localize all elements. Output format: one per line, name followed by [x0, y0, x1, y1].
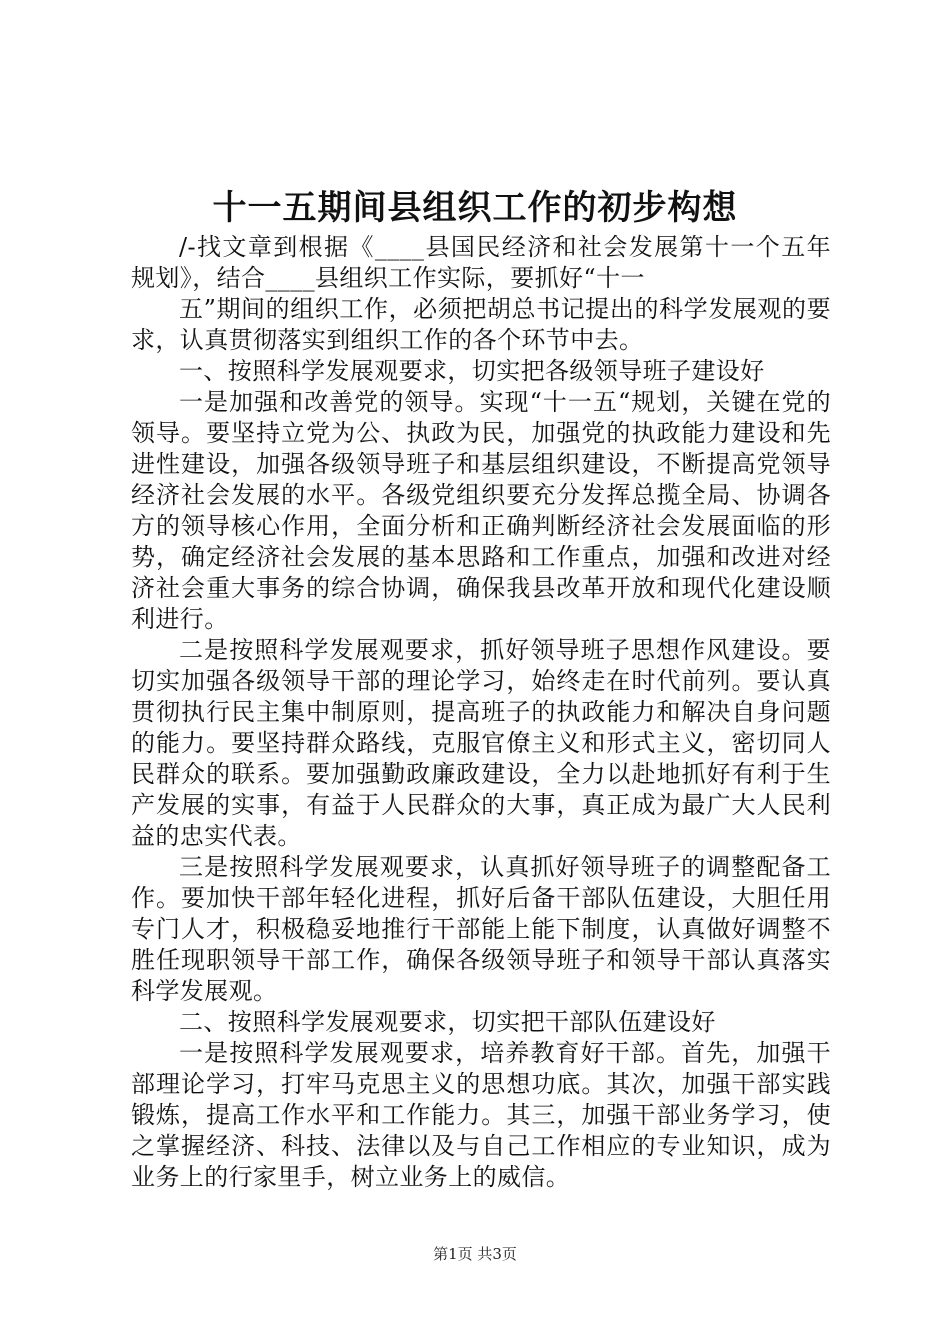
paragraph-item-1-1: 一是加强和改善党的领导。实现“十一五“规划，关键在党的领导。要坚持立党为公、执政为民，加强党的执政能力建设和先进性建设，加强各级领导班子和基层组织建设，不断提高党领导经济社会发展的水平。各级党组织要充分发挥总揽全局、协调各方的领导核心作用，全面分析和正确判断经济社会发展面临的形势，确定经济社会发展的基本思路和工作重点，加强和改进对经济社会重大事务的综合协调，确保我县改革开放和现代化建设顺利进行。 — [131, 388, 831, 633]
document-body — [131, 232, 831, 1193]
section-heading-2: 二、按照科学发展观要求，切实把干部队伍建设好 — [179, 1008, 716, 1036]
page-number-footer: 第1页 共3页 — [433, 1245, 517, 1263]
document-title: 十一五期间县组织工作的初步构想 — [212, 188, 738, 228]
paragraph-item-1-3: 三是按照科学发展观要求，认真抓好领导班子的调整配备工作。要加快干部年轻化进程，抓好后备干部队伍建设，大胆任用专门人才，积极稳妥地推行干部能上能下制度，认真做好调整不胜任现职领导干部工作，确保各级领导班子和领导干部认真落实科学发展观。 — [131, 853, 831, 1005]
paragraph-intro-2: 五”期间的组织工作，必须把胡总书记提出的科学发展观的要求，认真贯彻落实到组织工作的各个环节中去。 — [131, 295, 831, 354]
section-heading-1: 一、按照科学发展观要求，切实把各级领导班子建设好 — [179, 357, 765, 385]
paragraph-item-1-2: 二是按照科学发展观要求，抓好领导班子思想作风建设。要切实加强各级领导干部的理论学习，始终走在时代前列。要认真贯彻执行民主集中制原则，提高班子的执政能力和解决自身问题的能力。要坚持群众路线，克服官僚主义和形式主义，密切同人民群众的联系。要加强勤政廉政建设，全力以赴地抓好有利于生产发展的实事，有益于人民群众的大事，真正成为最广大人民利益的忠实代表。 — [131, 636, 831, 850]
paragraph-item-2-1: 一是按照科学发展观要求，培养教育好干部。首先，加强干部理论学习，打牢马克思主义的思想功底。其次，加强干部实践锻炼，提高工作水平和工作能力。其三，加强干部业务学习，使之掌握经济、科技、法律以及与自己工作相应的专业知识，成为业务上的行家里手，树立业务上的威信。 — [131, 1039, 831, 1191]
paragraph-intro-1: /-找文章到根据《____县国民经济和社会发展第十一个五年规划》，结合____县组织工作实际，要抓好“十一 — [131, 233, 831, 292]
